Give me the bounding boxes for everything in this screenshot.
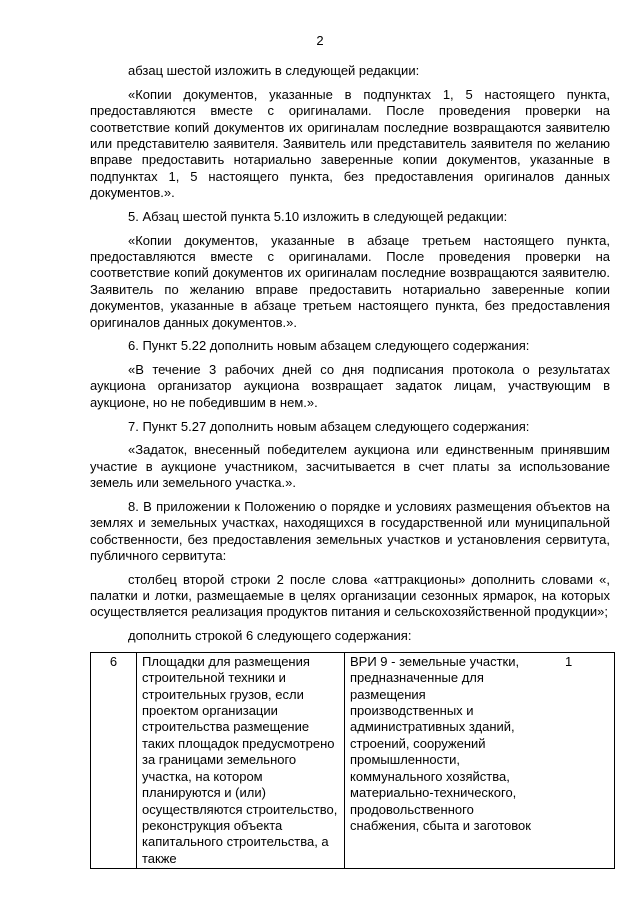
paragraph: «В течение 3 рабочих дней со дня подписания протокола о результатах аукциона организатор аукциона возвращает задаток лицам, участвующим в аукционе, но не победившим в нем.».: [90, 361, 610, 410]
land-use-cell: [345, 652, 615, 868]
paragraph: 8. В приложении к Положению о порядке и условиях размещения объектов на землях и земельных участках, находящихся в государственной или муниципальной собственности, без предоставления земельных участков и установления сервитута, публичного сервитута:: [90, 498, 610, 563]
land-use-value: 1: [565, 653, 573, 669]
paragraph: «Копии документов, указанные в абзаце третьем настоящего пункта, предоставляются вместе с оригиналами. После проведения проверки на соответствие копий документов их оригиналам последние возвращаются заявителю. Заявитель по желанию вправе предоставить нотариально заверенные копии документов, указанные в абзаце третьем настоящего пункта, без предоставления оригиналов данных документов.».: [90, 232, 610, 330]
table-row: [91, 652, 615, 868]
paragraph: «Копии документов, указанные в подпунктах 1, 5 настоящего пункта, предоставляются вместе с оригиналами. После проведения проверки на соответствие копий документов их оригиналам последние возвращаются заявителю или представителю заявителя. Заявитель или представитель заявителя по желанию вправе предоставить нотариально заверенные копии документов, указанные в подпунктах 1, 5 настоящего пункта, без предоставления оригиналов данных документов.».: [90, 86, 610, 201]
paragraph: «Задаток, внесенный победителем аукциона или единственным принявшим участие в аукционе участником, засчитывается в счет платы за использование земель или земельного участка.».: [90, 442, 610, 491]
land-use-text: ВРИ 9 - земельные участки, предназначенные для размещения производственных и административных зданий, строений, сооружений промышленности, коммунального хозяйства, материально-технического, продовольственного снабжения, сбыта и заготовок: [350, 653, 531, 833]
paragraph: 7. Пункт 5.27 дополнить новым абзацем следующего содержания:: [128, 418, 530, 434]
document-body: [90, 63, 610, 869]
paragraph: абзац шестой изложить в следующей редакции:: [128, 63, 420, 78]
row-number-cell: 6: [91, 652, 137, 868]
paragraph: дополнить строкой 6 следующего содержания:: [128, 628, 412, 644]
paragraph: 5. Абзац шестой пункта 5.10 изложить в следующей редакции:: [128, 208, 508, 224]
page-number: 2: [316, 33, 324, 48]
appendix-table: [90, 652, 615, 869]
paragraph: 6. Пункт 5.22 дополнить новым абзацем следующего содержания:: [128, 338, 530, 354]
object-description-cell: Площадки для размещения строительной техники и строительных грузов, если проектом организации строительства размещение таких площадок предусмотрено за границами земельного участка, на котором планируются и (или) осуществляются строительство, реконструкция объекта капитального строительства, а также: [137, 652, 345, 868]
paragraph: столбец второй строки 2 после слова «аттракционы» дополнить словами «, палатки и лотки, размещаемые в целях организации сезонных ярмарок, на которых осуществляется реализация продуктов питания и сельскохозяйственной продукции»;: [90, 571, 610, 620]
